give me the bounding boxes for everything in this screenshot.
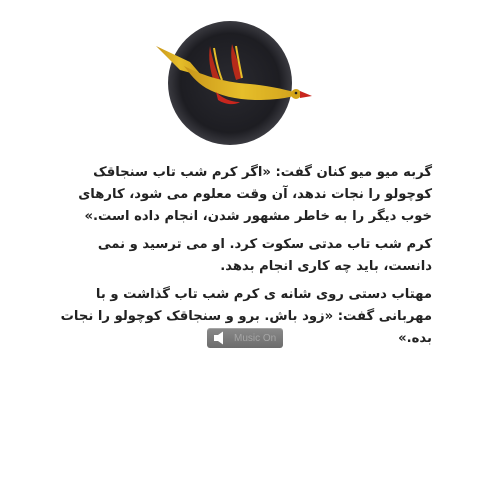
story-paragraph: کرم شب تاب مدتی سکوت کرد. او می ترسید و نمی دانست، باید چه کاری انجام بدهد. [97, 237, 432, 274]
bird-eye-shape [295, 92, 298, 95]
story-paragraph: مهتاب دستی روی شانه ی کرم شب تاب گذاشت و با مهربانی گفت: «زود باش. برو و سنجاقک کوچولو را نجات بده.» [60, 287, 432, 346]
story-text [48, 162, 432, 356]
speaker-icon [210, 328, 228, 348]
story-illustration [150, 18, 318, 148]
bird-on-dark-moon-icon [150, 18, 318, 148]
bird-beak-shape [300, 91, 312, 98]
music-toggle-button[interactable] [207, 328, 283, 348]
story-paragraph: گربه میو میو کنان گفت: «اگر کرم شب تاب سنجاقک کوچولو را نجات ندهد، آن وقت معلوم می شود، کارهای خوب دیگر را به خاطر مشهور شدن، انجام داده است.» [78, 165, 432, 224]
music-toggle-label: Music On [234, 332, 277, 344]
